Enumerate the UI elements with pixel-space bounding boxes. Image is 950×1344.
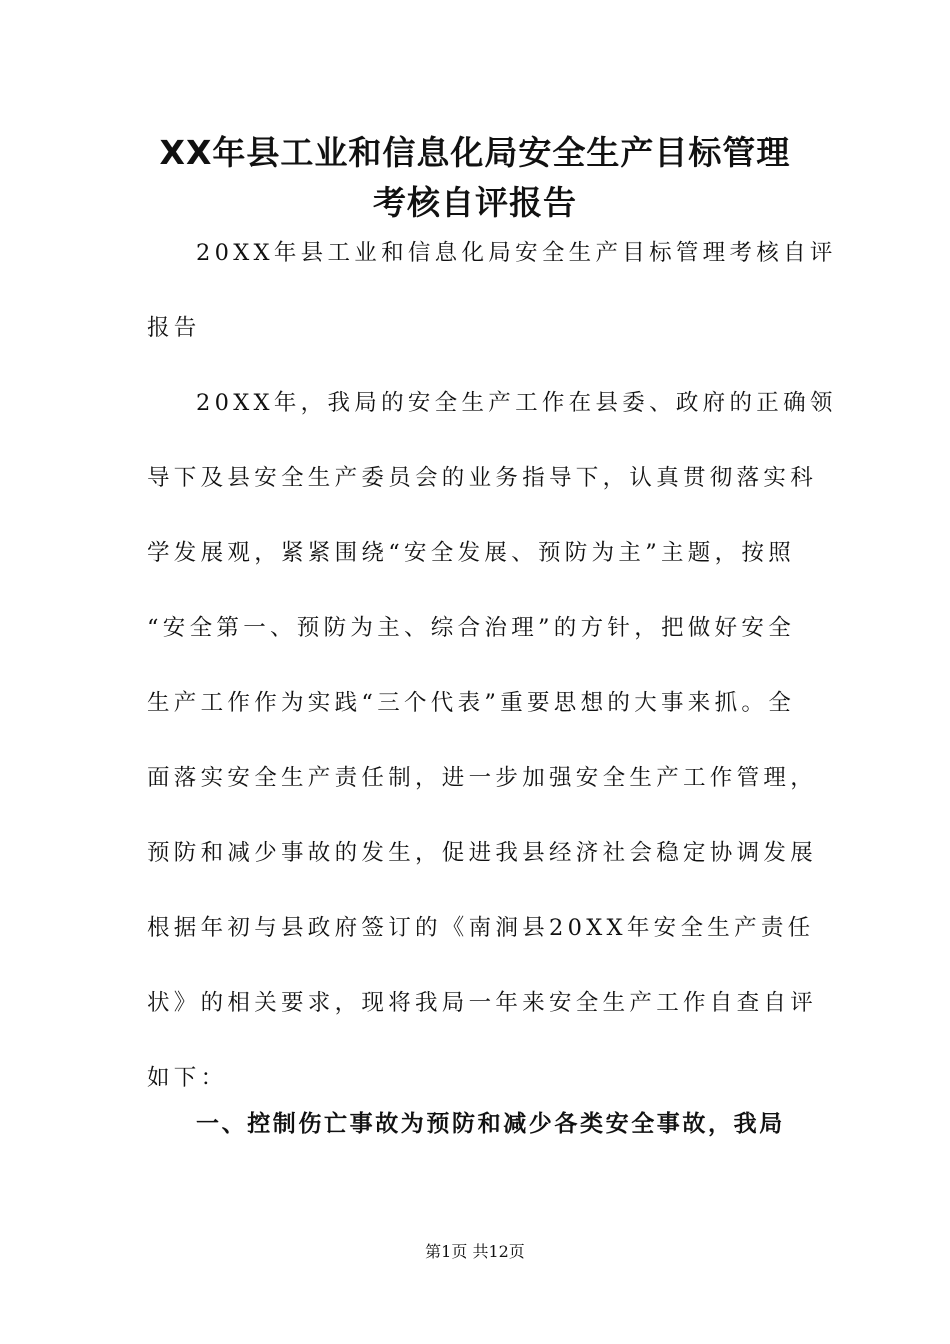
page-footer: 第1页 共12页 (425, 1242, 525, 1261)
body-line: 导下及县安全生产委员会的业务指导下，认真贯彻落实科 (147, 465, 818, 491)
body-line: 面落实安全生产责任制，进一步加强安全生产工作管理， (147, 765, 818, 791)
subtitle-line-1: 20XX年县工业和信息化局安全生产目标管理考核自评 (196, 240, 837, 266)
section-heading: 一、控制伤亡事故为预防和减少各类安全事故，我局 (196, 1111, 785, 1137)
body-line: “安全第一、预防为主、综合治理”的方针，把做好安全 (147, 615, 796, 641)
body-line: 20XX年，我局的安全生产工作在县委、政府的正确领 (196, 390, 837, 416)
subtitle-line-2: 报告 (147, 315, 201, 341)
body-line: 状》的相关要求，现将我局一年来安全生产工作自查自评 (147, 990, 818, 1016)
body-line: 如下： (147, 1065, 228, 1091)
body-line: 学发展观，紧紧围绕“安全发展、预防为主”主题，按照 (147, 540, 796, 566)
body-line: 预防和减少事故的发生，促进我县经济社会稳定协调发展 (147, 840, 818, 866)
body-line: 根据年初与县政府签订的《南涧县20XX年安全生产责任 (147, 915, 815, 941)
document-title-line-2: 考核自评报告 (373, 183, 577, 222)
body-line: 生产工作作为实践“三个代表”重要思想的大事来抓。全 (147, 690, 796, 716)
document-title-line-1: XX年县工业和信息化局安全生产目标管理 (159, 133, 791, 172)
